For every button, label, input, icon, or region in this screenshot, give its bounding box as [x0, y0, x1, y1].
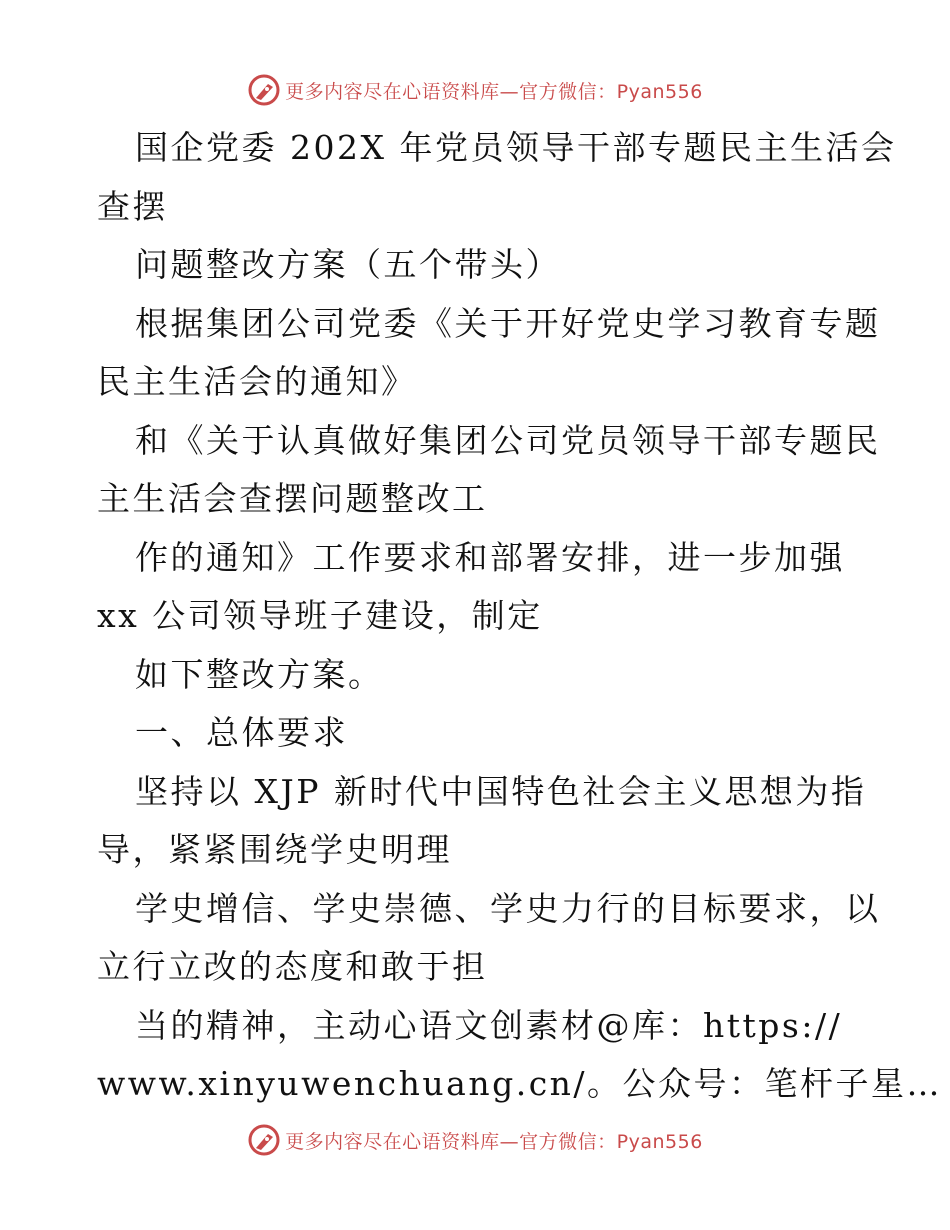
text-line: 问题整改方案（五个带头）: [135, 245, 561, 284]
text-line: www.xinyuwenchuang.cn/。公众号：笔杆子星…: [97, 1064, 943, 1103]
text-line: 国企党委 202X 年党员领导干部专题民主生活会: [135, 128, 897, 167]
text-line: 学史增信、学史崇德、学史力行的目标要求，以: [135, 888, 881, 928]
text-line: 民主生活会的通知》: [97, 362, 417, 401]
document-body: [97, 119, 943, 1114]
text-line: 导，紧紧围绕学史明理: [97, 830, 452, 869]
pen-nib-circle-icon: [247, 73, 281, 107]
text-line: 主生活会查摆问题整改工: [97, 479, 488, 518]
watermark-banner-bottom: [0, 1120, 950, 1160]
text-line: 作的通知》工作要求和部署安排，进一步加强: [135, 537, 845, 577]
text-line: 一、总体要求: [135, 713, 348, 752]
watermark-text: 更多内容尽在心语资料库—官方微信：Pyan556: [285, 1130, 703, 1153]
pen-nib-circle-icon: [247, 1123, 281, 1157]
text-line: 和《关于认真做好集团公司党员领导干部专题民: [135, 420, 881, 460]
text-line: 如下整改方案。: [135, 654, 384, 694]
text-line: 查摆: [97, 186, 168, 226]
watermark-text: 更多内容尽在心语资料库—官方微信：Pyan556: [285, 80, 703, 103]
text-line: 立行立改的态度和敢于担: [97, 947, 488, 986]
watermark-banner-top: [0, 70, 950, 110]
text-line: 当的精神，主动心语文创素材@库：https://: [135, 1005, 843, 1045]
text-line: 根据集团公司党委《关于开好党史学习教育专题: [135, 303, 881, 343]
text-line: xx 公司领导班子建设，制定: [97, 596, 543, 635]
text-line: 坚持以 XJP 新时代中国特色社会主义思想为指: [135, 771, 867, 811]
